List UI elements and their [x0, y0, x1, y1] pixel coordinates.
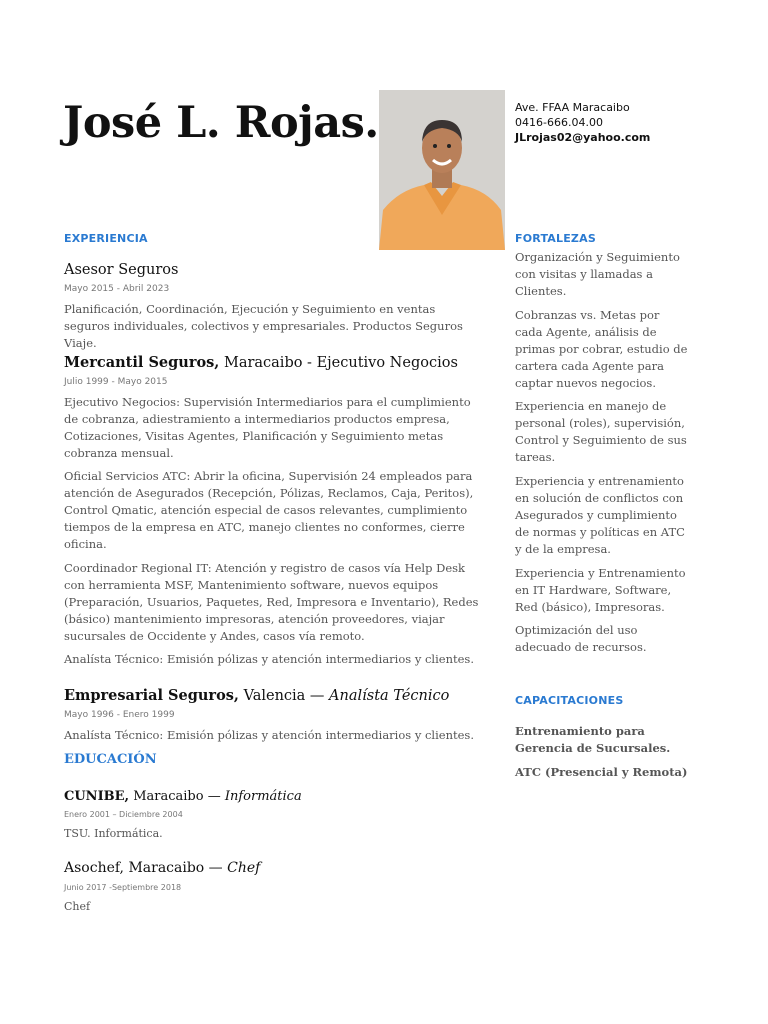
contact-email[interactable]: JLrojas02@yahoo.com: [515, 131, 651, 144]
education-school: CUNIBE,: [64, 789, 130, 804]
experiencia-heading: EXPERIENCIA: [64, 232, 148, 245]
job-title: [64, 262, 178, 278]
job-description: Analísta Técnico: Emisión pólizas y atención intermediarios y clientes.: [64, 728, 474, 742]
job-date: Mayo 1996 - Enero 1999: [64, 710, 175, 720]
education-description: TSU. Informática.: [64, 827, 163, 840]
contact-phone: 0416-666.04.00: [515, 116, 603, 129]
fortaleza-item: Experiencia y entrenamiento en solución de conflictos con Asegurados y cumplimiento de normas y políticas en ATC y de la empresa.: [515, 474, 685, 556]
job-description: Analísta Técnico: Emisión pólizas y atención intermediarios y clientes.: [64, 652, 474, 666]
job-company: Asesor Seguros: [64, 262, 179, 278]
education-field: Informática: [224, 789, 302, 804]
fortaleza-item: Organización y Seguimiento con visitas y llamadas a Clientes.: [515, 250, 680, 298]
job-location-role: Maracaibo - Ejecutivo Negocios: [219, 355, 458, 371]
fortaleza-item: Optimización del uso adecuado de recursos.: [515, 623, 647, 654]
job-title: [64, 354, 458, 371]
capacitaciones-heading: CAPACITACIONES: [515, 694, 624, 707]
profile-photo: [379, 90, 505, 250]
education-title: [64, 789, 302, 804]
fortaleza-item: Experiencia y Entrenamiento en IT Hardware, Software, Red (básico), Impresoras.: [515, 566, 686, 614]
job-date: Mayo 2015 - Abril 2023: [64, 284, 170, 294]
job-date: Julio 1999 - Mayo 2015: [64, 377, 168, 387]
education-title: [64, 860, 260, 876]
contact-block: [515, 100, 650, 145]
job-title: [64, 687, 449, 704]
job-location: Valencia —: [238, 688, 330, 704]
job-description: Ejecutivo Negocios: Supervisión Intermediarios para el cumplimiento de cobranza, adiestramiento a intermediarios productos empresa, Cotizaciones, Visitas Agentes, Planificación y Seguimiento metas cobranza mensual.: [64, 395, 471, 460]
education-location: Maracaibo —: [124, 860, 228, 876]
job-description: Coordinador Regional IT: Atención y registro de casos vía Help Desk con herramienta MSF, Mantenimiento software, nuevos equipos (Preparación, Usuarios, Paquetes, Red, Impresora e Inventario), Redes (básico) mantenimiento impresoras, atención proveedores, viajar sucursales de Occidente y Andes, casos vía remoto.: [64, 561, 479, 643]
person-portrait-icon: [379, 90, 505, 250]
job-role: Analísta Técnico: [329, 688, 450, 704]
job-company: Mercantil Seguros,: [64, 354, 220, 371]
contact-address: Ave. FFAA Maracaibo: [515, 101, 630, 114]
educacion-heading: EDUCACIÓN: [64, 752, 157, 767]
capacitacion-item: Entrenamiento para Gerencia de Sucursales.: [515, 724, 671, 755]
fortaleza-item: Cobranzas vs. Metas por cada Agente, análisis de primas por cobrar, estudio de cartera cada Agente para captar nuevos negocios.: [515, 308, 688, 390]
fortalezas-heading: FORTALEZAS: [515, 232, 596, 245]
education-field: Chef: [227, 860, 261, 876]
education-date: Enero 2001 – Diciembre 2004: [64, 810, 183, 819]
capacitacion-item: ATC (Presencial y Remota): [515, 765, 688, 779]
education-description: Chef: [64, 900, 91, 913]
resume-name: José L. Rojas.: [63, 98, 379, 148]
education-location: Maracaibo —: [129, 789, 225, 804]
education-school: Asochef,: [64, 860, 124, 876]
education-date: Junio 2017 -Septiembre 2018: [64, 883, 182, 892]
job-description: Oficial Servicios ATC: Abrir la oficina, Supervisión 24 empleados para atención de Asegurados (Recepción, Pólizas, Reclamos, Caja, Peritos), Control Qmatic, atención especial de casos relevantes, cumplimiento tiempos de la empresa en ATC, manejo clientes no conformes, cierre oficina.: [64, 469, 474, 551]
job-description: Planificación, Coordinación, Ejecución y Seguimiento en ventas seguros individuales, colectivos y empresariales. Productos Seguros Viaje.: [64, 302, 463, 350]
job-company: Empresarial Seguros,: [64, 687, 239, 704]
fortaleza-item: Experiencia en manejo de personal (roles), supervisión, Control y Seguimiento de sus tareas.: [515, 399, 687, 464]
